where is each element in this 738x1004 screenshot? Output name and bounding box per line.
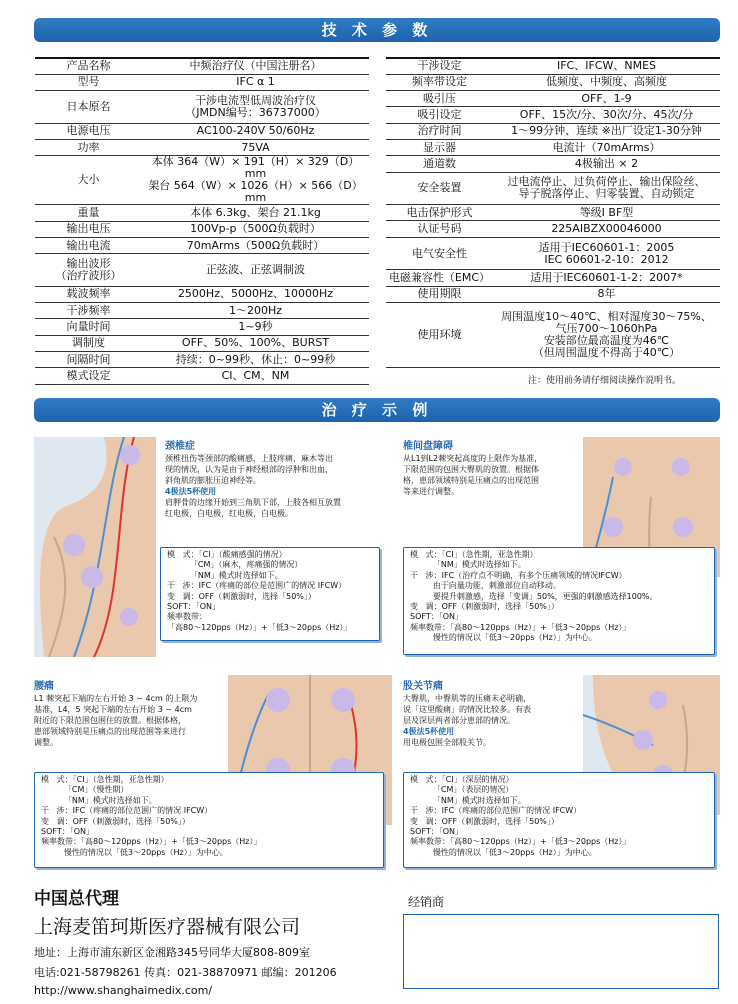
case-neck	[165, 440, 390, 519]
spec-value: 2500Hz、5000Hz、10000Hz	[142, 286, 369, 302]
spec-key: 日本原名	[35, 91, 142, 124]
case-title: 腰痛	[34, 681, 54, 692]
spec-row	[35, 368, 369, 384]
spec-row	[35, 286, 369, 302]
spec-row	[35, 351, 369, 367]
spec-key: 安全装置	[386, 172, 493, 205]
spec-value: OFF、15次/分、30次/分、45次/分	[493, 107, 720, 123]
spec-value: 适用于IEC60601-1-2：2007*	[493, 270, 720, 286]
spec-value: 70mArms（500Ω负载时）	[142, 237, 369, 253]
spec-row	[386, 302, 720, 367]
spec-key: 治疗时间	[386, 123, 493, 139]
spec-key: 输出电压	[35, 221, 142, 237]
spec-value: 等级Ⅰ BF型	[493, 205, 720, 221]
spec-row	[35, 123, 369, 139]
spec-value: 225AIBZX00046000	[493, 221, 720, 237]
spec-row	[35, 74, 369, 90]
spec-key: 重量	[35, 205, 142, 221]
spec-value: IFC α 1	[142, 74, 369, 90]
spec-row	[386, 123, 720, 139]
case-desc: 颈椎扭伤等颈部的酸痛感，上肢疼痛，麻木等出 现的情况，认为是由于神经根部的浮肿和出血， 斜角肌的膨胀压迫神经等。	[165, 454, 333, 485]
spec-value: 1～200Hz	[142, 303, 369, 319]
case-title: 椎间盘障碍	[403, 441, 453, 452]
spec-value: 适用于IEC60601-1：2005 IEC 60601-2-10：2012	[493, 237, 720, 270]
company-phone: 电话:021-58798261 传真：021-38870971 邮编：201206	[34, 966, 337, 979]
case-title: 股关节痛	[403, 681, 443, 692]
spec-row	[386, 156, 720, 172]
spec-row	[35, 237, 369, 253]
spec-key: 输出波形 （治疗波形）	[35, 254, 142, 287]
case-extra: 肩胛骨的边缘开始到三角肌下部，上肢各相互放置 红电极，白电极，红电极，白电极。	[165, 498, 341, 518]
spec-value: 4极输出 × 2	[493, 156, 720, 172]
spec-row	[35, 319, 369, 335]
spec-section-banner: 技 术 参 数	[34, 18, 720, 42]
case-desc: 大臀肌，中臀肌等的压痛未必明确， 说「这里酸痛」的情况比较多。有表 层及深层两者部分患部的情况。	[403, 694, 531, 725]
spec-value: OFF、50%、100%、BURST	[142, 335, 369, 351]
spec-value: IFC、IFCW、NMES	[493, 58, 720, 74]
spec-value: 1~9秒	[142, 319, 369, 335]
spec-row	[386, 286, 720, 302]
case-title: 颈椎症	[165, 441, 195, 452]
spec-key: 电磁兼容性（EMC）	[386, 270, 493, 286]
spec-row	[35, 254, 369, 287]
spec-key: 大小	[35, 156, 142, 205]
spec-row	[386, 91, 720, 107]
spec-key: 通道数	[386, 156, 493, 172]
case-back	[34, 680, 229, 748]
spec-value: 过电流停止、过负荷停止、输出保险丝、 导子脱落停止、归零装置、自动锁定	[493, 172, 720, 205]
spec-key: 电气安全性	[386, 237, 493, 270]
spec-key: 间隔时间	[35, 351, 142, 367]
company-address: 地址：上海市浦东新区金湘路345号同华大厦808-809室	[34, 946, 310, 959]
spec-row	[35, 139, 369, 155]
spec-key: 调制度	[35, 335, 142, 351]
spec-key: 模式设定	[35, 368, 142, 384]
dealer-box	[403, 914, 719, 989]
spec-value: 本体 364（W）× 191（H）× 329（D）mm 架台 564（W）× 1026（H）× 566（D）mm	[142, 156, 369, 205]
spec-value: 8年	[493, 286, 720, 302]
company-name: 上海麦笛珂斯医疗器械有限公司	[34, 916, 301, 938]
spec-key: 型号	[35, 74, 142, 90]
spec-row	[386, 237, 720, 270]
agent-heading: 中国总代理	[34, 889, 119, 909]
spec-row	[35, 156, 369, 205]
case-desc: L1 棘突起下端的左右开始 3 ~ 4cm 的上限为 基准，L4，5 突起下端的左右开始 3 ~ 4cm 附近的下限范围包围住的放置。根据体格， 患部领域特别是压痛点的出现范围等来进行 调整。	[34, 694, 198, 747]
spec-row	[35, 58, 369, 74]
spec-row	[386, 74, 720, 90]
spec-key: 干涉设定	[386, 58, 493, 74]
spec-row	[386, 172, 720, 205]
spec-value: 正弦波、正弦调制波	[142, 254, 369, 287]
spec-value: 周围温度10～40℃、相对湿度30～75%、 气压700～1060hPa 安装部位最高温度为46℃ （但周围温度不得高于40℃）	[493, 302, 720, 367]
spec-table-left	[35, 57, 369, 385]
neck-treatment-image	[34, 437, 156, 657]
spec-key: 显示器	[386, 139, 493, 155]
spec-value: 本体 6.3kg、架台 21.1kg	[142, 205, 369, 221]
spec-row	[35, 91, 369, 124]
spec-value: 75VA	[142, 139, 369, 155]
spec-key: 产品名称	[35, 58, 142, 74]
spec-key: 载波频率	[35, 286, 142, 302]
spec-value: OFF、1-9	[493, 91, 720, 107]
spec-key: 干涉频率	[35, 303, 142, 319]
spec-note: 注：使用前务请仔细阅读操作说明书。	[528, 376, 682, 386]
case-hip-mode-box: 模 式：「CI」（深层的情况） 「CM」（表层的情况） 「NM」模式时选择如下。 干 涉：IFC（疼痛的部位范围广的情况 IFCW） 变 调：OFF（刺激弱时，选择「50%」） SOFT：「ON」 频率数带：「高80～120pps（Hz）」+「低3～20pps（Hz）」 慢性的情况以「低3～20pps（Hz）」为中心。	[403, 772, 715, 868]
spec-value: 100Vp-p（500Ω负载时）	[142, 221, 369, 237]
spec-row	[386, 107, 720, 123]
case-hip	[403, 680, 581, 748]
spec-table-right	[386, 57, 720, 368]
spec-value: AC100-240V 50/60Hz	[142, 123, 369, 139]
spec-key: 输出电流	[35, 237, 142, 253]
spec-value: 中频治疗仪（中国注册名）	[142, 58, 369, 74]
spec-row	[386, 270, 720, 286]
spec-row	[35, 303, 369, 319]
dealer-label: 经销商	[408, 895, 445, 909]
spec-key: 使用环境	[386, 302, 493, 367]
case-subtitle: 4极法5杯使用	[403, 727, 455, 736]
case-neck-mode-box: 模 式：「CI」（酸痛感强的情况） 「CM」（麻木，疼痛强的情况） 「NM」模式时选择如下。 干 涉：IFC（疼痛的部位是范围广的情况 IFCW） 变 调：OFF（刺激弱时，选择「50%」） SOFT：「ON」 频率数带： 「高80～120pps（Hz）」+「低3～20pps（Hz）」	[160, 547, 380, 641]
spec-value: 1～99分钟、连续 ※出厂设定1-30分钟	[493, 123, 720, 139]
spec-value: 电流计（70mArms）	[493, 139, 720, 155]
cases-section-banner: 治 疗 示 例	[34, 398, 720, 422]
spec-row	[386, 58, 720, 74]
spec-key: 认证号码	[386, 221, 493, 237]
spec-value: 持续：0~99秒、休止：0~99秒	[142, 351, 369, 367]
spec-key: 功率	[35, 139, 142, 155]
spec-key: 吸引设定	[386, 107, 493, 123]
case-extra: 用电极包围全部股关节。	[403, 738, 491, 747]
company-website[interactable]: http://www.shanghaimedix.com/	[34, 984, 213, 997]
case-subtitle: 4极法5杯使用	[165, 487, 217, 496]
case-disc-mode-box: 模 式：「CI」（急性期，亚急性期） 「NM」模式时选择如下。 干 涉：IFC（治疗点不明确，有多个压痛领域的情况IFCW） 由于向量功能，刺激部位自动移动。 要提升刺激感，选择「变调」50%，更强的刺激感选择100%。 变 调：OFF（刺激弱时，选择「50%」） SOFT：「ON」 频率数带：「高80～120pps（Hz）」+「低3～20pps（Hz）」 慢性的情况以「低3～20pps（Hz）」为中心。	[403, 547, 715, 655]
case-disc	[403, 440, 583, 497]
spec-value: CI、CM、NM	[142, 368, 369, 384]
spec-key: 电源电压	[35, 123, 142, 139]
case-back-mode-box: 模 式：「CI」（急性期，亚急性期） 「CM」（慢性期） 「NM」模式时选择如下。 干 涉：IFC（疼痛的部位范围广的情况 IFCW） 变 调：OFF（刺激弱时，选择「50%」） SOFT：「ON」 频率数带：「高80～120pps（Hz）」+「低3～20pps（Hz）」 慢性的情况以「低3～20pps（Hz）」为中心。	[34, 772, 384, 868]
spec-key: 吸引压	[386, 91, 493, 107]
spec-row	[386, 221, 720, 237]
spec-key: 使用期限	[386, 286, 493, 302]
spec-row	[35, 205, 369, 221]
spec-value: 干涉电流型低周波治疗仪 （JMDN编号：36737000）	[142, 91, 369, 124]
spec-row	[386, 139, 720, 155]
spec-row	[386, 205, 720, 221]
spec-row	[35, 221, 369, 237]
spec-row	[35, 335, 369, 351]
spec-key: 电击保护形式	[386, 205, 493, 221]
spec-key: 频率带设定	[386, 74, 493, 90]
case-desc: 从L1到L2棘突起高度的上限作为基准， 下限范围的包围大臀肌的放置。根据体 格，患部领域特别是压痛点的出现范围 等来进行调整。	[403, 454, 543, 496]
spec-key: 向量时间	[35, 319, 142, 335]
spec-value: 低频度、中频度、高频度	[493, 74, 720, 90]
